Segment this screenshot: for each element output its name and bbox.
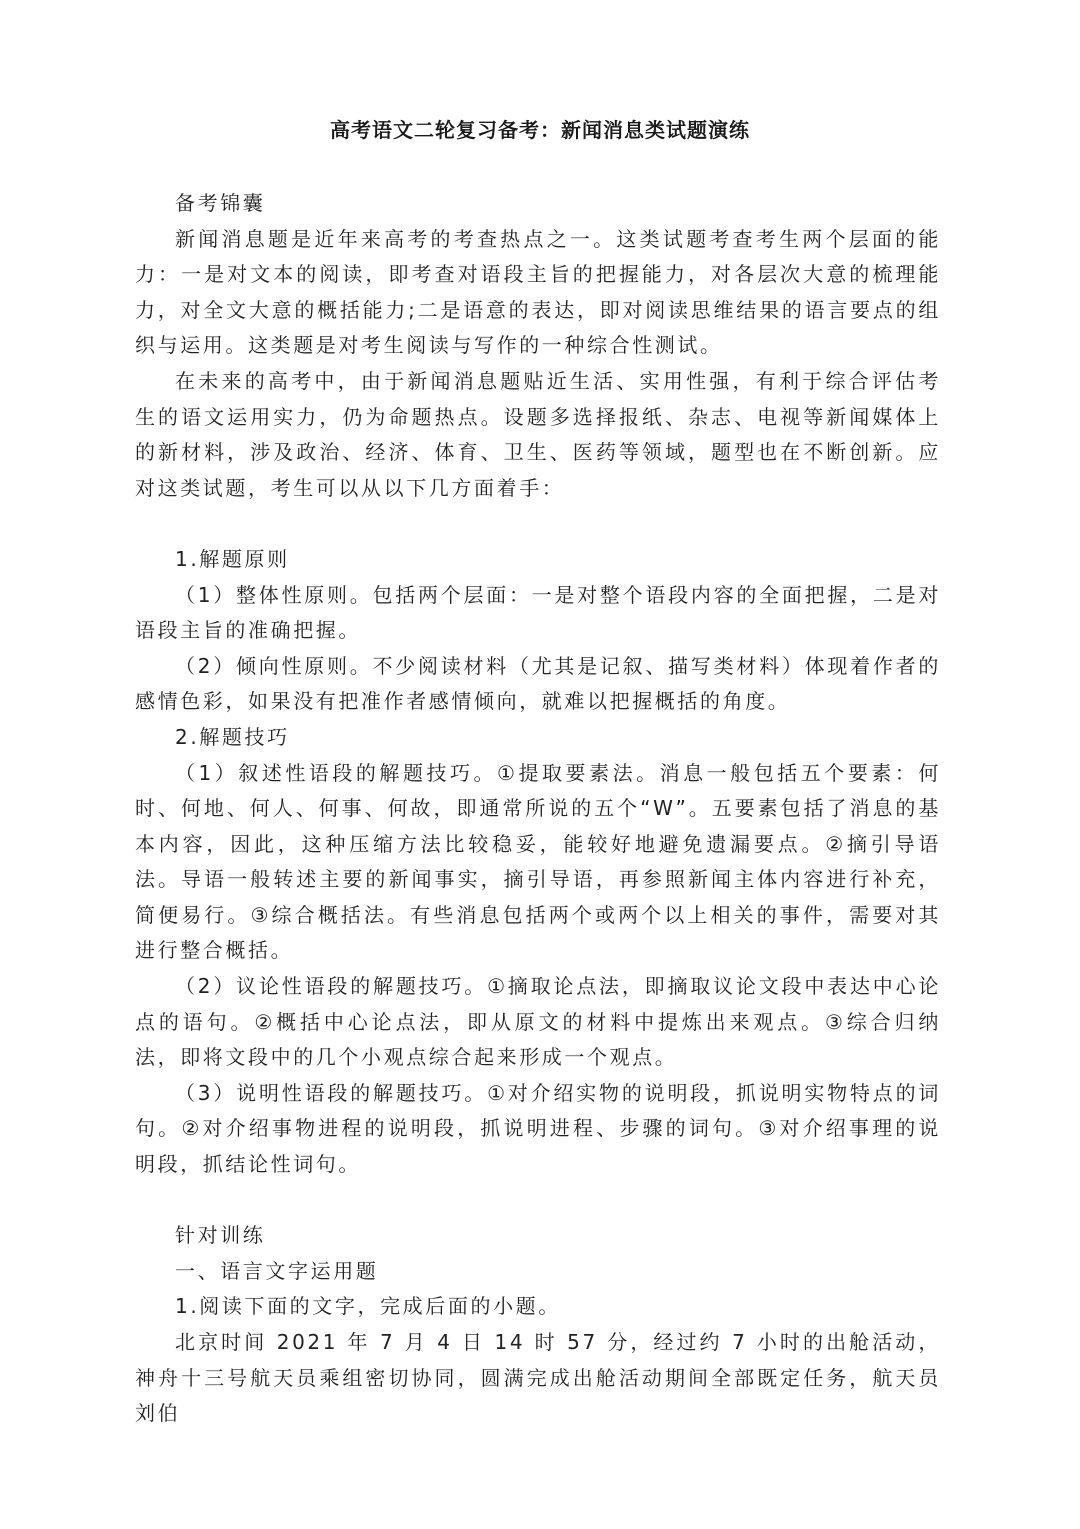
paragraph-technique-1: （1）叙述性语段的解题技巧。①提取要素法。消息一般包括五个要素：何时、何地、何人、何事、何故，即通常所说的五个“W”。五要素包括了消息的基本内容，因此，这种压缩方法比较稳妥，能较好地避免遗漏要点。②摘引导语法。导语一般转述主要的新闻事实，摘引导语，再参照新闻主体内容进行补充，简便易行。③综合概括法。有些消息包括两个或两个以上相关的事件，需要对其进行整合概括。 xyxy=(135,760,941,963)
section-heading-prep-tips: 备考锦囊 xyxy=(175,191,266,215)
section-heading-techniques: 2.解题技巧 xyxy=(175,724,290,749)
paragraph-principle-2: （2）倾向性原则。不少阅读材料（尤其是记叙、描写类材料）体现着作者的感情色彩，如果没有把准作者感情倾向，就难以把握概括的角度。 xyxy=(135,653,941,714)
spacer xyxy=(135,506,941,542)
paragraph-technique-2: （2）议论性语段的解题技巧。①摘取论点法，即摘取议论文段中表达中心论点的语句。②概括中心论点法，即从原文的材料中提炼出来观点。③综合归纳法，即将文段中的几个小观点综合起来形成一个观点。 xyxy=(135,974,941,1070)
paragraph-intro: 新闻消息题是近年来高考的考查热点之一。这类试题考查考生两个层面的能力：一是对文本的阅读，即考查对语段主旨的把握能力，对各层次大意的梳理能力，对全文大意的概括能力;二是语意的表达，即对阅读思维结果的语言要点的组织与运用。这类题是对考生阅读与写作的一种综合性测试。 xyxy=(135,226,941,358)
document-body xyxy=(135,186,941,1432)
spacer xyxy=(135,1183,941,1219)
document-title: 高考语文二轮复习备考：新闻消息类试题演练 xyxy=(330,118,750,142)
paragraph-future-exam: 在未来的高考中，由于新闻消息题贴近生活、实用性强，有利于综合评估考生的语文运用实力，仍为命题热点。设题多选择报纸、杂志、电视等新闻媒体上的新材料，涉及政治、经济、体育、卫生、医药等领域，题型也在不断创新。应对这类试题，考生可以从以下几方面着手： xyxy=(135,368,941,500)
paragraph-news-excerpt: 北京时间 2021 年 7 月 4 日 14 时 57 分，经过约 7 小时的出舱活动，神舟十三号航天员乘组密切协同，圆满完成出舱活动期间全部既定任务，航天员刘伯 xyxy=(135,1330,941,1426)
paragraph-technique-3: （3）说明性语段的解题技巧。①对介绍实物的说明段，抓说明实物特点的词句。②对介绍事物进程的说明段，抓说明进程、步骤的词句。③对介绍事理的说明段，抓结论性词句。 xyxy=(135,1080,941,1177)
section-heading-training: 针对训练 xyxy=(175,1223,266,1248)
question-1-prompt: 1.阅读下面的文字，完成后面的小题。 xyxy=(175,1294,561,1319)
paragraph-principle-1: （1）整体性原则。包括两个层面：一是对整个语段内容的全面把握，二是对语段主旨的准确把握。 xyxy=(135,582,941,643)
section-heading-principles: 1.解题原则 xyxy=(175,546,290,571)
section-heading-language-use: 一、语言文字运用题 xyxy=(175,1258,379,1283)
